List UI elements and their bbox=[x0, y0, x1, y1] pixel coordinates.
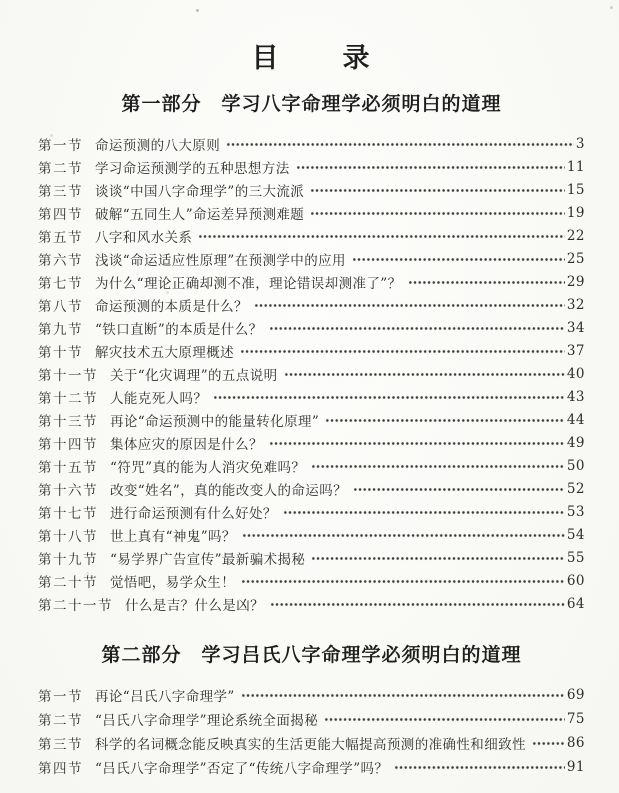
dotted-leader bbox=[324, 707, 565, 731]
section-title: 再论“吕氏八字命理学” bbox=[95, 689, 235, 705]
section-title: “吕氏八字命理学”否定了“传统八字命理学”吗？ bbox=[95, 761, 389, 777]
toc-entry bbox=[38, 316, 585, 339]
toc-entry bbox=[38, 707, 585, 731]
page-number: 49 bbox=[566, 434, 585, 451]
section-title: 改变“姓名”，真的能改变人的命运吗？ bbox=[110, 482, 348, 499]
page-number: 69 bbox=[566, 687, 585, 703]
dotted-leader bbox=[241, 569, 565, 592]
page-number: 55 bbox=[566, 549, 585, 566]
section-label: 第九节 bbox=[38, 321, 83, 338]
page-number: 22 bbox=[566, 227, 585, 244]
section-label: 第十四节 bbox=[38, 436, 98, 453]
section-title: 谈谈“中国八字命理学”的三大流派 bbox=[95, 183, 305, 200]
part-1-section bbox=[38, 91, 585, 615]
part-1-toc-list bbox=[38, 132, 585, 615]
section-title: 解灾技术五大原理概述 bbox=[95, 344, 234, 361]
dotted-leader bbox=[198, 224, 565, 247]
dotted-leader bbox=[310, 201, 565, 224]
page-number: 54 bbox=[566, 526, 585, 543]
dotted-leader bbox=[254, 293, 565, 316]
dotted-leader bbox=[226, 132, 574, 155]
section-title: 为什么“理论正确却测不准，理论错误却测准了”？ bbox=[95, 275, 402, 292]
part-1-heading: 第一部分 学习八字命理学必须明白的道理 bbox=[121, 93, 502, 115]
dotted-leader bbox=[352, 247, 565, 270]
title-char-lu: 录 bbox=[342, 43, 372, 74]
section-label: 第十节 bbox=[38, 344, 83, 361]
section-title: 命运预测的八大原则 bbox=[95, 137, 221, 154]
page-number: 19 bbox=[566, 204, 585, 221]
toc-entry bbox=[38, 755, 585, 779]
toc-entry bbox=[38, 224, 585, 247]
section-label: 第十九节 bbox=[38, 551, 98, 568]
page-number: 53 bbox=[566, 503, 585, 520]
section-title: “符咒”真的能为人消灾免难吗？ bbox=[110, 459, 306, 476]
section-label: 第四节 bbox=[38, 206, 83, 223]
section-title: 进行命运预测有什么好处？ bbox=[110, 505, 277, 522]
dotted-leader bbox=[270, 592, 565, 615]
section-label: 第三节 bbox=[38, 183, 83, 200]
page-title bbox=[38, 44, 585, 74]
dotted-leader bbox=[283, 500, 565, 523]
page-number: 15 bbox=[566, 181, 585, 198]
section-label: 第五节 bbox=[38, 229, 83, 246]
dotted-leader bbox=[213, 385, 565, 408]
toc-entry bbox=[38, 569, 585, 592]
section-title: 命运预测的本质是什么？ bbox=[95, 298, 248, 315]
section-label: 第一节 bbox=[38, 137, 83, 154]
section-label: 第十五节 bbox=[38, 459, 98, 476]
section-label: 第二十一节 bbox=[38, 597, 113, 614]
toc-entry bbox=[38, 731, 585, 755]
section-title: 什么是吉？什么是凶？ bbox=[125, 597, 264, 614]
dotted-leader bbox=[296, 155, 565, 178]
section-title: 破解“五同生人”命运差异预测难题 bbox=[95, 206, 305, 223]
toc-entry bbox=[38, 454, 585, 477]
section-label: 第十二节 bbox=[38, 390, 98, 407]
page-number: 29 bbox=[566, 273, 585, 290]
section-label: 第二十节 bbox=[38, 574, 98, 591]
toc-entry bbox=[38, 155, 585, 178]
page-number: 32 bbox=[566, 296, 585, 313]
dotted-leader bbox=[284, 362, 565, 385]
dotted-leader bbox=[532, 731, 565, 755]
section-label: 第二节 bbox=[38, 160, 83, 177]
toc-entry bbox=[38, 339, 585, 362]
part-2-heading: 第二部分 学习吕氏八字命理学必须明白的道理 bbox=[101, 644, 522, 666]
section-label: 第一节 bbox=[38, 689, 83, 705]
page-number: 91 bbox=[566, 759, 585, 775]
section-title: 学习命运预测学的五种思想方法 bbox=[95, 160, 290, 177]
dotted-leader bbox=[353, 477, 565, 500]
section-title: 人能克死人吗？ bbox=[110, 390, 208, 407]
dotted-leader bbox=[269, 431, 565, 454]
section-title: 世上真有“神鬼”吗？ bbox=[110, 528, 236, 545]
dotted-leader bbox=[240, 339, 565, 362]
dotted-leader bbox=[311, 546, 565, 569]
page-number: 11 bbox=[566, 158, 585, 175]
section-label: 第六节 bbox=[38, 252, 83, 269]
dotted-leader bbox=[242, 523, 565, 546]
title-char-mu: 目 bbox=[251, 43, 281, 74]
section-title: 八字和风水关系 bbox=[95, 229, 193, 246]
section-title: 觉悟吧，易学众生！ bbox=[110, 574, 236, 591]
section-label: 第二节 bbox=[38, 713, 83, 729]
page-number: 86 bbox=[566, 735, 585, 751]
section-label: 第三节 bbox=[38, 737, 83, 753]
section-label: 第十三节 bbox=[38, 413, 98, 430]
section-title: 浅谈“命运适应性原理”在预测学中的应用 bbox=[95, 252, 346, 269]
toc-entry bbox=[38, 592, 585, 615]
section-title: 关于“化灾调理”的五点说明 bbox=[110, 367, 278, 384]
page-number: 40 bbox=[566, 365, 585, 382]
section-label: 第十八节 bbox=[38, 528, 98, 545]
section-label: 第四节 bbox=[38, 761, 83, 777]
section-title: “吕氏八字命理学”理论系统全面揭秘 bbox=[95, 713, 319, 729]
dotted-leader bbox=[310, 178, 565, 201]
section-label: 第八节 bbox=[38, 298, 83, 315]
toc-entry bbox=[38, 546, 585, 569]
dotted-leader bbox=[311, 454, 565, 477]
dotted-leader bbox=[325, 408, 565, 431]
section-title: 再论“命运预测中的能量转化原理” bbox=[110, 413, 320, 430]
toc-entry bbox=[38, 247, 585, 270]
page-number: 34 bbox=[566, 319, 585, 336]
toc-entry bbox=[38, 431, 585, 454]
dotted-leader bbox=[241, 683, 565, 707]
section-title: “易学界广告宣传”最新骗术揭秘 bbox=[110, 551, 306, 568]
toc-entry bbox=[38, 178, 585, 201]
section-label: 第十六节 bbox=[38, 482, 98, 499]
section-label: 第七节 bbox=[38, 275, 83, 292]
page-number: 43 bbox=[566, 388, 585, 405]
page-number: 64 bbox=[566, 595, 585, 612]
page-number: 44 bbox=[566, 411, 585, 428]
toc-entry bbox=[38, 477, 585, 500]
dotted-leader bbox=[269, 316, 565, 339]
page-number: 25 bbox=[566, 250, 585, 267]
section-label: 第十七节 bbox=[38, 505, 98, 522]
toc-entry bbox=[38, 362, 585, 385]
section-title: 科学的名词概念能反映真实的生活更能大幅提高预测的准确性和细致性 bbox=[95, 737, 526, 753]
page-number: 75 bbox=[566, 711, 585, 727]
toc-entry bbox=[38, 500, 585, 523]
toc-entry bbox=[38, 385, 585, 408]
part-2-toc-list bbox=[38, 683, 585, 779]
page-number: 3 bbox=[575, 135, 585, 152]
section-title: 集体应灾的原因是什么？ bbox=[110, 436, 263, 453]
toc-entry bbox=[38, 132, 585, 155]
toc-entry bbox=[38, 201, 585, 224]
section-title: “铁口直断”的本质是什么？ bbox=[95, 321, 263, 338]
scan-noise-speck bbox=[196, 9, 199, 12]
page-number: 50 bbox=[566, 457, 585, 474]
toc-entry bbox=[38, 270, 585, 293]
toc-entry bbox=[38, 293, 585, 316]
dotted-leader bbox=[408, 270, 565, 293]
section-label: 第十一节 bbox=[38, 367, 98, 384]
toc-entry bbox=[38, 523, 585, 546]
toc-entry bbox=[38, 408, 585, 431]
part-2-section bbox=[38, 642, 585, 779]
dotted-leader bbox=[394, 755, 565, 779]
page-number: 60 bbox=[566, 572, 585, 589]
toc-entry bbox=[38, 683, 585, 707]
page-number: 37 bbox=[566, 342, 585, 359]
page-number: 52 bbox=[566, 480, 585, 497]
